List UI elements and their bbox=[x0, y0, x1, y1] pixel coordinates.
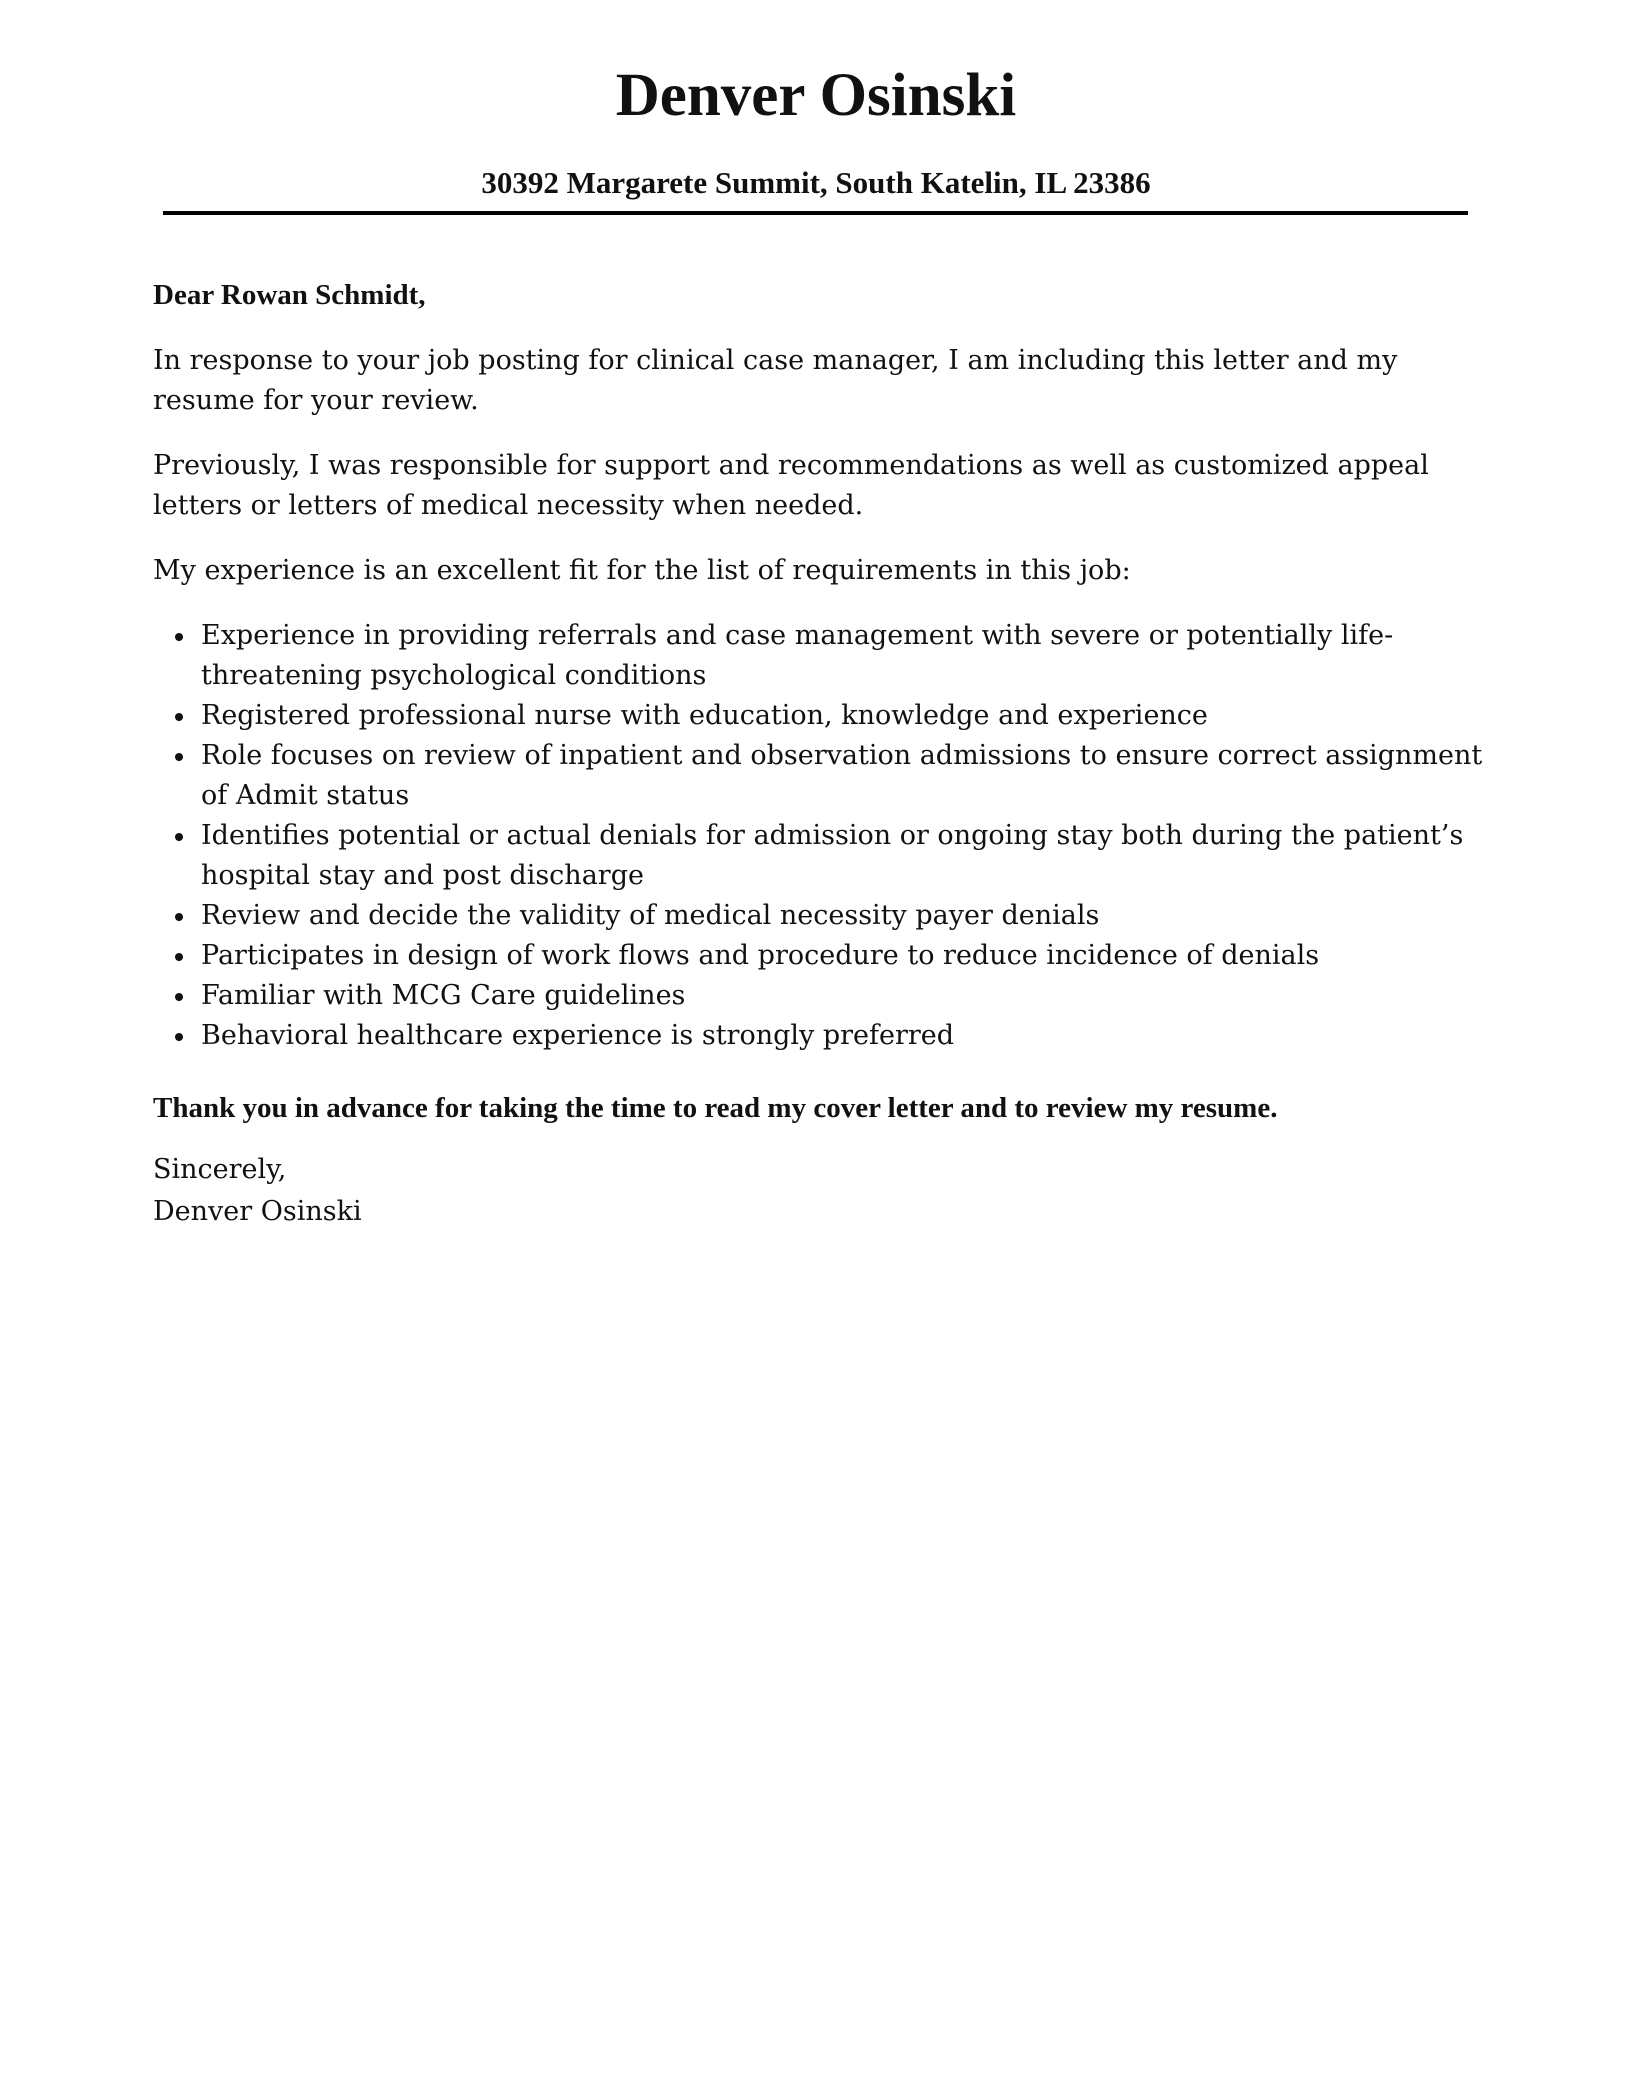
list-item: Experience in providing referrals and case management with severe or potentially life-threatening psychological conditions bbox=[201, 616, 1483, 696]
experience-paragraph: Previously, I was responsible for support and recommendations as well as customized appeal letters or letters of medical necessity when needed. bbox=[153, 450, 1429, 521]
list-item: Role focuses on review of inpatient and observation admissions to ensure correct assignment of Admit status bbox=[201, 736, 1483, 816]
list-item: Behavioral healthcare experience is strongly preferred bbox=[201, 1016, 1483, 1056]
applicant-address: 30392 Margarete Summit, South Katelin, IL 23386 bbox=[481, 165, 1151, 200]
header-divider bbox=[163, 211, 1468, 215]
requirements-list bbox=[153, 616, 1483, 1056]
list-item: Identifies potential or actual denials for admission or ongoing stay both during the patient’s hospital stay and post discharge bbox=[201, 816, 1483, 896]
list-item: Familiar with MCG Care guidelines bbox=[201, 976, 1483, 1016]
salutation: Dear Rowan Schmidt, bbox=[153, 279, 426, 311]
closing: Sincerely, bbox=[153, 1154, 287, 1185]
list-item: Registered professional nurse with education, knowledge and experience bbox=[201, 696, 1483, 736]
applicant-name: Denver Osinski bbox=[615, 62, 1017, 129]
thank-you-line: Thank you in advance for taking the time to read my cover letter and to review my resume. bbox=[153, 1092, 1278, 1124]
letter-body bbox=[153, 275, 1483, 1232]
intro-paragraph: In response to your job posting for clinical case manager, I am including this letter and my resume for your review. bbox=[153, 345, 1398, 416]
signature-name: Denver Osinski bbox=[153, 1196, 362, 1227]
list-item: Participates in design of work flows and procedure to reduce incidence of denials bbox=[201, 936, 1483, 976]
list-item: Review and decide the validity of medical necessity payer denials bbox=[201, 896, 1483, 936]
requirements-lead-paragraph: My experience is an excellent fit for the list of requirements in this job: bbox=[153, 555, 1131, 586]
